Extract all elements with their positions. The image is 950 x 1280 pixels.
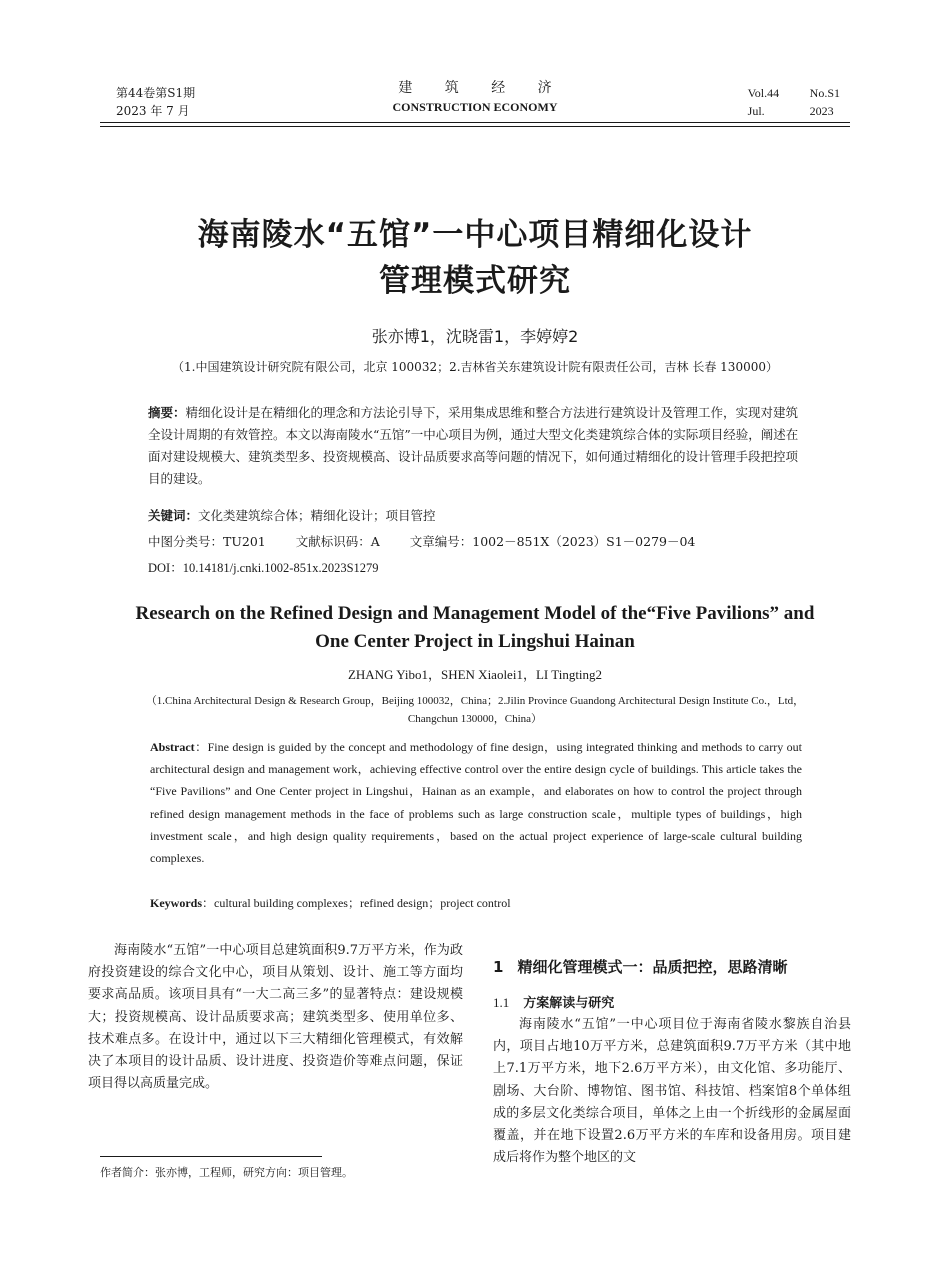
paper-title-cn [100,212,850,304]
keywords-cn [148,506,436,524]
volume-info [748,84,840,120]
volume: Vol.44 [747,86,780,100]
affiliation-en-line1: （1.China Architectural Design & Research Group，Beijing 100032，China；2.Jilin Province Guandong Architectural Design Institute Co.，Ltd， [145,695,805,707]
section-heading [493,956,787,977]
section-title: 精细化管理模式一：品质把控，思路清晰 [517,958,788,976]
keywords-en-text: ：cultural building complexes；refined design；project control [202,896,511,910]
journal-issue-info [116,84,195,120]
header-rule-bottom [100,126,850,127]
title-en-line2: One Center Project in Lingshui Hainan [315,631,635,652]
keywords-cn-text: 文化类建筑综合体；精细化设计；项目管控 [198,508,436,523]
authors-en: ZHANG Yibo1，SHEN Xiaolei1，LI Tingting2 [347,667,603,682]
abstract-cn [148,402,803,490]
section-column [493,1014,851,1169]
document-code: 文献标识码：A [295,534,380,549]
abstract-en-label: Abstract [150,740,195,754]
journal-name-cn: 建 筑 经 济 [398,80,566,96]
subsection-title: 方案解读与研究 [523,996,615,1011]
abstract-en-text: ：Fine design is guided by the concept and methodology of fine design，using integrated thinking and methods to carry out architectural design and management work，achieving effective control over the entire design cycle of buildings. This article takes the “Five Pavilions” and One Center project in Lingshui，Hainan as an example，and elaborates on how to control the project through refined design management methods in the face of problems such as large construction scale，multiple types of buildings，high investment scale，and high design quality requirements，based on the actual project experience of large-scale cultural building complexes. [150,740,802,866]
keywords-en [150,894,511,911]
keywords-en-label: Keywords [150,896,202,910]
authors-cn: 张亦博1，沈晓雷1，李婷婷2 [371,327,579,346]
section-paragraph: 海南陵水“五馆”一中心项目位于海南省陵水黎族自治县内，项目占地10万平方米，总建筑面积9.7万平方米（其中地上7.1万平方米，地下2.6万平方米），由文化馆、多功能厅、剧场、大台阶、博物馆、图书馆、科技馆、档案馆8个单体组成的多层文化类综合项目，单体之上由一个折线形的金属屋面覆盖，并在地下设置2.6万平方米的车库和设备用房。项目建成后将作为整个地区的文 [493,1017,851,1166]
journal-name-en: CONSTRUCTION ECONOMY [392,100,558,114]
abstract-cn-label: 摘要： [148,405,186,420]
intro-column [88,940,463,1095]
subsection-heading [493,992,614,1011]
doi: DOI：10.14181/j.cnki.1002-851x.2023S1279 [148,561,379,575]
footnote-rule [100,1156,322,1157]
affiliation-en-line2: Changchun 130000，China） [407,713,543,725]
abstract-cn-text: 精细化设计是在精细化的理念和方法论引导下，采用集成思维和整合方法进行建筑设计及管理工作，实现对建筑全设计周期的有效管控。本文以海南陵水“五馆”一中心项目为例，通过大型文化类建筑综合体的实际项目经验，阐述在面对建设规模大、建筑类型多、投资规模高、设计品质要求高等问题的情况下，如何通过精细化的设计管理手段把控项目的建设。 [148,405,799,486]
header-rule-top [100,122,850,123]
affiliation-cn: （1.中国建筑设计研究院有限公司，北京 100032；2.吉林省关东建筑设计院有限责任公司，吉林 长春 130000） [172,360,778,374]
issue-label: 第44卷第S1期 [116,86,196,100]
keywords-cn-label: 关键词： [148,508,199,523]
journal-name [300,78,650,116]
title-cn-line1: 海南陵水“五馆”一中心项目精细化设计 [197,217,753,253]
number: No.S1 [809,86,840,100]
year: 2023 [809,104,834,118]
classification-row [148,532,725,550]
affiliation-en [100,692,850,728]
section-number: 1 [493,958,504,976]
title-cn-line2: 管理模式研究 [379,263,571,299]
title-en-line1: Research on the Refined Design and Management Model of the“Five Pavilions” and [135,603,815,624]
author-footnote: 作者简介：张亦博，工程师，研究方向：项目管理。 [100,1166,353,1179]
issue-date: 2023 年 7 月 [116,104,190,118]
intro-paragraph: 海南陵水“五馆”一中心项目总建筑面积9.7万平方米，作为政府投资建设的综合文化中心，项目从策划、设计、施工等方面均要求高品质。该项目具有“一大二高三多”的显著特点：建设规模大；投资规模高、设计品质要求高；建筑类型多、使用单位多、技术难点多。在设计中，通过以下三大精细化管理模式，有效解决了本项目的设计品质、设计进度、投资造价等难点问题，保证项目得以高质量完成。 [88,943,463,1092]
subsection-number: 1.1 [493,995,510,1010]
article-number: 文章编号：1002－851X（2023）S1－0279－04 [409,534,696,549]
abstract-en [150,736,802,869]
paper-title-en [100,600,850,656]
month: Jul. [747,104,765,118]
classification-number: 中图分类号：TU201 [148,534,266,549]
